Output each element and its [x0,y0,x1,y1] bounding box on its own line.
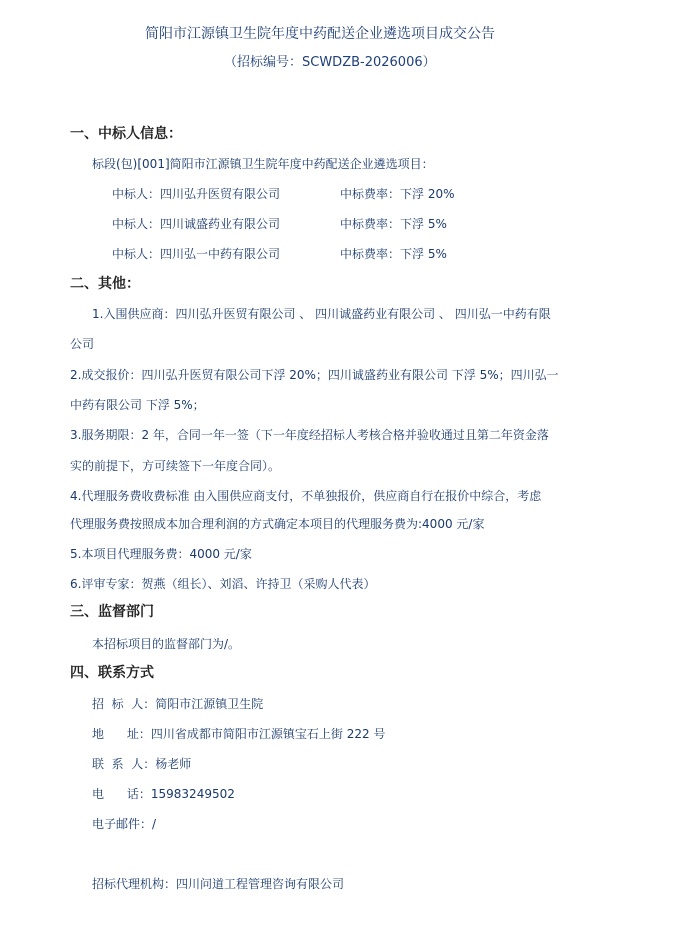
section-heading-supervision: 三、监督部门 [70,604,154,620]
winner-name: 中标人：四川弘升医贸有限公司 [112,187,281,201]
winner-rate: 中标费率：下浮 5% [340,247,447,261]
winner-name: 中标人：四川诚盛药业有限公司 [112,217,281,231]
contact-agency: 招标代理机构：四川问道工程管理咨询有限公司 [92,877,345,891]
other-item-1-line-1: 1.入围供应商：四川弘升医贸有限公司 、 四川诚盛药业有限公司 、 四川弘一中药有限 [92,307,551,321]
section-heading-other: 二、其他： [70,276,140,292]
contact-address: 地 址：四川省成都市简阳市江源镇宝石上街 222 号 [92,727,386,741]
contact-person: 联 系 人：杨老师 [92,757,192,771]
section-heading-winner-info: 一、中标人信息： [70,126,182,142]
other-item-4-line-2: 代理服务费按照成本加合理利润的方式确定本项目的代理服务费为:4000 元/家 [70,517,485,531]
other-item-3-line-1: 3.服务期限：2 年，合同一年一签（下一年度经招标人考核合格并验收通过且第二年资金落 [70,428,549,442]
other-item-2-line-1: 2.成交报价：四川弘升医贸有限公司下浮 20%；四川诚盛药业有限公司 下浮 5%；四川弘一 [70,368,559,382]
other-item-4-line-1: 4.代理服务费收费标准 由入围供应商支付，不单独报价，供应商自行在报价中综合，考虑 [70,489,542,503]
package-line: 标段(包)[001]简阳市江源镇卫生院年度中药配送企业遴选项目： [92,157,434,171]
document-title: 简阳市江源镇卫生院年度中药配送企业遴选项目成交公告 [145,26,495,42]
other-item-3-line-2: 实的前提下，方可续签下一年度合同）。 [70,459,281,473]
contact-phone: 电 话：15983249502 [92,787,235,801]
other-item-6: 6.评审专家：贺燕（组长）、刘滔、许持卫（采购人代表） [70,577,376,591]
contact-email: 电子邮件：/ [92,817,157,831]
section-heading-contact: 四、联系方式 [70,665,154,681]
winner-rate: 中标费率：下浮 20% [340,187,455,201]
other-item-1-line-2: 公司 [70,337,95,351]
contact-tenderer: 招 标 人：简阳市江源镇卫生院 [92,697,264,711]
supervision-text: 本招标项目的监督部门为/。 [92,637,241,651]
tender-code: （招标编号：SCWDZB-2026006） [224,55,436,70]
other-item-5: 5.本项目代理服务费：4000 元/家 [70,547,252,561]
winner-rate: 中标费率：下浮 5% [340,217,447,231]
other-item-2-line-2: 中药有限公司 下浮 5%； [70,398,205,412]
winner-name: 中标人：四川弘一中药有限公司 [112,247,281,261]
